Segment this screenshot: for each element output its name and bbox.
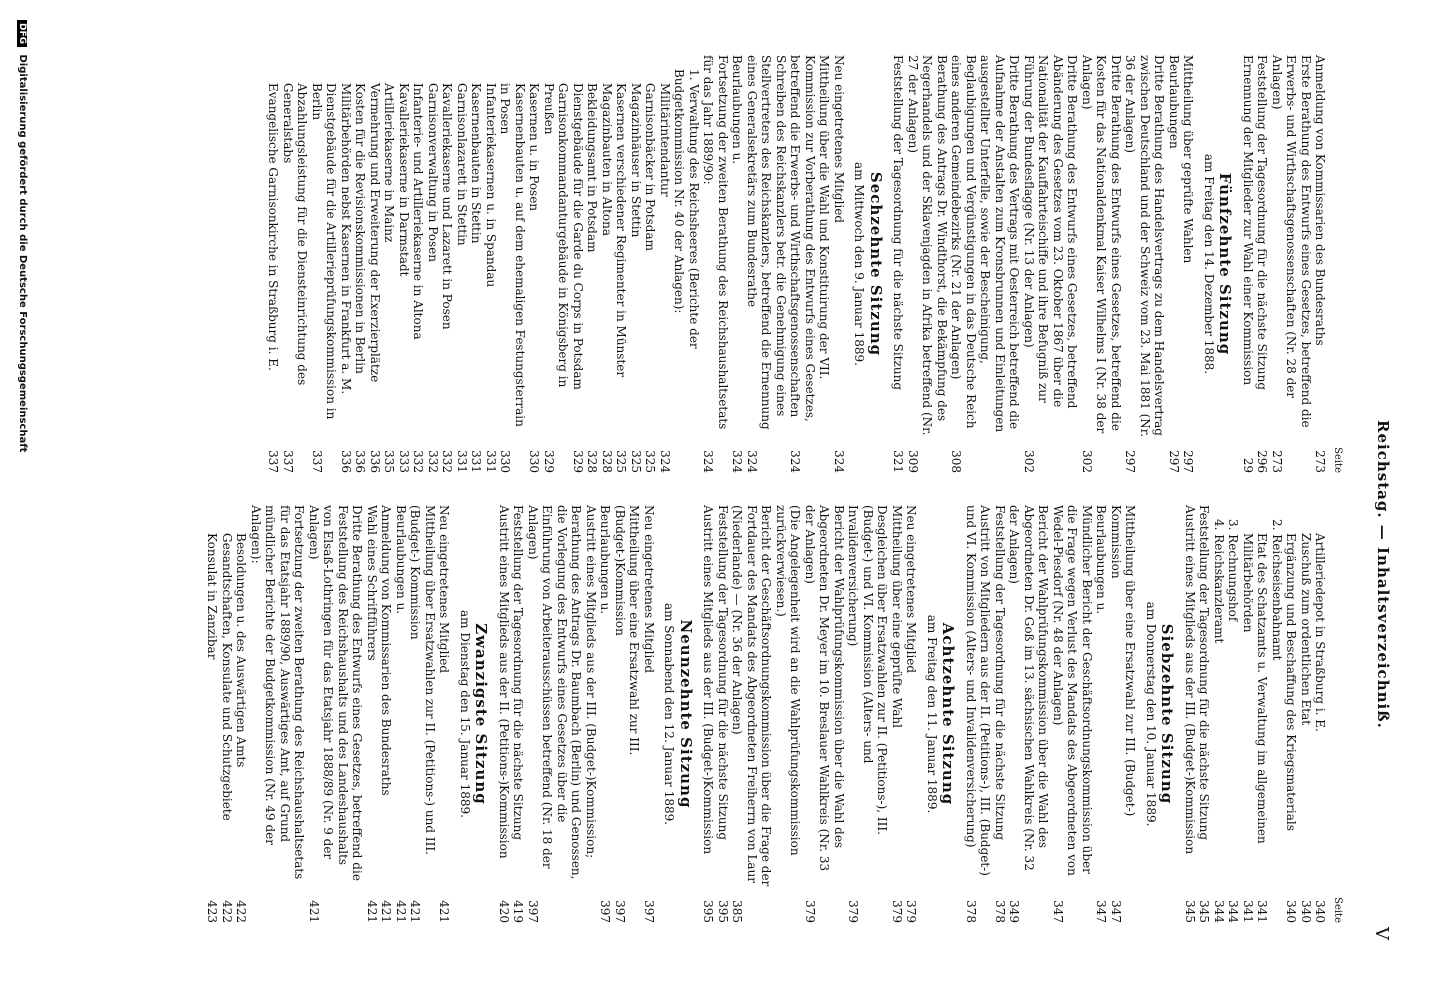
toc-entry [598,505,613,923]
toc-entry-page: 29 [1241,457,1255,473]
toc-entry [511,505,526,923]
toc-entry-page: 302 [1080,450,1094,473]
toc-entry [672,55,701,473]
toc-entry-page: 331 [484,450,498,473]
toc-entry-text: Neu eingetretenes Mitglied [904,505,919,674]
toc-entry [1270,505,1285,923]
toc-entry-page: 397 [526,900,540,923]
toc-entry-page: 340 [1284,900,1299,923]
toc-entry [1123,55,1167,473]
toc-entry-page: 379 [904,900,919,923]
toc-entry [353,55,368,473]
toc-entry-page: 337 [266,450,281,473]
toc-entry-text: Bericht der Wahlprüfungskommission über die Wahl des Abgeordneten Dr. Goß im 13. sächsischen Wahlkreis (Nr. 32 der Anlagen) [1007,505,1051,871]
toc-entry-page: 421 [408,900,423,923]
toc-entry [1299,505,1314,923]
toc-entry-page: 324 [658,450,672,473]
toc-entry-page: 329 [542,450,556,473]
toc-entry-text: Feststellung der Tagesordnung für die nächste Sitzung [716,505,730,841]
toc-entry-page: 344 [1212,900,1226,923]
toc-entry [890,505,905,923]
toc-entry-text: Feststellung der Tagesordnung für die nächste Sitzung [1197,505,1212,841]
toc-entry-page: 421 [437,900,452,923]
toc-entry-page: 273 [1313,450,1328,473]
toc-entry-page: 347 [1109,900,1123,923]
toc-entry [440,55,455,473]
header-title [1374,420,1392,729]
toc-entry [788,55,832,473]
toc-entry-text: Magazinhäuser in Stettin [629,83,643,238]
toc-entry [205,505,220,923]
toc-entry-text: Kavalleriekaserne und Lazarett in Posen [440,83,455,330]
toc-entry-page: 325 [614,450,629,473]
toc-entry-text: Dritte Berathung des Entwurfs eines Gesetzes, betreffend Abänderung des Gesetzes vom 23. Oktober 1867 über die Nationalität der Kauffahrteischiffe und ihre Befugniß zur Führung der Bundesflagge (Nr. 13 der Anlagen) [1022,55,1080,409]
toc-entry-page: 379 [803,900,817,923]
footer [8,20,28,980]
toc-entry-text: Bekleidungsamt in Potsdam [585,83,600,253]
sitzung-date: am Sonnabend den 12. Januar 1889. [662,602,677,826]
toc-entry-page: 309 [906,450,920,473]
toc-entry [614,55,629,473]
toc-entry-text: Austritt von Mitgliedern aus der II. (Petitions-), III. (Budget-) und VI. Kommission (Alters- und Invalidenversicherung) [964,505,993,876]
toc-entry-text: Ergänzung und Beschaffung des Kriegsmaterials [1284,533,1299,831]
toc-entry-page: 421 [394,900,408,923]
toc-entry [469,55,484,473]
toc-entry-text: Evangelische Garnisonkirche in Straßburg i. E. [266,83,281,371]
toc-entry [1109,505,1138,923]
toc-entry-page: 324 [730,450,745,473]
toc-entry-page: 336 [368,450,382,473]
toc-entry-text: Feststellung der Tagesordnung für die nächste Sitzung [1255,55,1270,391]
toc-entry [803,505,847,923]
toc-entry-text: Dritte Berathung des Handelsvertrags zu dem Handelsvertrag zwischen Deutschland und der Schweiz vom 23. Mai 1881 (Nr. 36 der Anlagen) [1123,55,1167,438]
toc-entry-text: Austritt eines Mitglieds aus der III. (Budget-)Kommission [701,505,716,855]
toc-entry-page: 308 [949,450,964,473]
toc-entry-text: Kasernen verschiedener Regimenter in Münster [614,83,629,378]
toc-entry-page: 341 [1241,900,1255,923]
toc-entry-text: 4. Reichskanzleramt [1212,519,1226,644]
toc-entry-page: 324 [745,450,759,473]
toc-entry [526,505,599,923]
toc-entry-text: Beurlaubungen [1167,55,1181,149]
toc-entry [642,505,657,923]
toc-entry-text: Artilleriedepot in Straßburg i. E. [1313,533,1328,732]
toc-entry [249,505,307,923]
toc-entry-page: 421 [379,900,394,923]
toc-entry-page: 395 [701,900,716,923]
toc-entry-page: 378 [964,900,978,923]
toc-entry-text: Erste Berathung des Entwurfs eines Gesetzes, betreffend die Erwerbs- und Wirthschaftsgenossenschaften (Nr. 28 der Anlagen) [1270,55,1313,428]
toc-entry-text: Besoldungen u. des Auswärtigen Amts [234,533,249,768]
toc-entry-text: Mittheilung über eine geprüfte Wahl [890,505,904,728]
toc-entry-page: 347 [1094,900,1109,923]
toc-entry [585,55,600,473]
toc-entry-text: Infanteriekasernen u. in Spandau [484,83,498,288]
toc-entry [1270,55,1314,473]
toc-entry [730,55,745,473]
toc-entry [220,505,235,923]
toc-entry [498,55,527,473]
toc-entry-text: Austritt eines Mitglieds aus der III. (Budget-)Kommission; Berathung des Antrags Dr. Baumbach (Berlin) und Genossen, die Vorlegung des Entwurfs eines Gesetzes über die Einführung von Arbeiterausschüssen betreffend (Nr. 18 der Anlagen) [526,505,598,880]
sitzung-heading: Siebzehnte Sitzung [1158,623,1177,805]
toc-entry-page: 379 [890,900,904,923]
toc-entry-page: 379 [846,900,861,923]
toc-entry [1183,505,1198,923]
toc-entry-text: Neu eingetretenes Mitglied [832,55,846,224]
toc-entry-text: Vermehrung und Erweiterung der Exerzierplätze [368,83,382,383]
toc-entry-text: Garnisonbäcker in Potsdam [643,83,658,252]
toc-entry-page: 324 [788,450,803,473]
toc-entry-page: 296 [1255,450,1270,473]
sitzung-heading: Neunzehnte Sitzung [677,619,695,809]
toc-entry-page: 336 [339,450,353,473]
toc-entry-page: 419 [511,900,526,923]
toc-entry [1241,55,1256,473]
toc-entry-page: 297 [1167,450,1181,473]
toc-entry-text: Bericht der Geschäftsordnungskommission über die Frage der Fortdauer des Mandats des Abgeordneten Freiherrn von Laur (Niederlande) — (Nr. 36 der Anlagen) [730,505,774,887]
toc-entry-text: Kavalleriekaserne in Darmstadt [397,83,411,277]
toc-entry-text: Fortsetzung der zweiten Berathung des Reichshaushaltsetats für das Jahr 1889/90: [701,55,730,430]
toc-entry-page: 297 [1181,450,1196,473]
toc-entry-text: Abzahlungsleistung für die Diensteinrichtung des Generalstabs [281,83,310,386]
toc-entry-text: Infanterie- und Artilleriekaserne in Altona [411,83,426,340]
left-entries [266,55,1328,473]
toc-entry-page: 332 [440,450,455,473]
sitzung-heading: Achtzehnte Sitzung [939,622,958,806]
toc-entry-text: Artilleriekaserne in Mainz [382,83,397,243]
toc-entry-page: 340 [1313,900,1328,923]
toc-entry [1226,505,1241,923]
toc-entry-text: Feststellung der Tagesordnung für die nächste Sitzung [511,505,526,841]
toc-entry [1255,55,1270,473]
toc-entry [1080,55,1124,473]
toc-entry-page: 397 [613,900,627,923]
toc-entry-text: Mittheilung über eine Ersatzwahl zur III. (Budget-)Kommission [613,505,642,756]
toc-entry-text: Beurlaubungen u. [394,505,408,615]
toc-entry-text: Gesandtschaften, Konsulate und Schutzgebiete [220,533,234,821]
toc-entry-page: 273 [1270,450,1284,473]
toc-entry-text: Austritt eines Mitglieds aus der II. (Petitions-)Kommission [497,505,511,859]
toc-entry-text: Mittheilung über eine Ersatzwahl zur III. (Budget-) Kommission [1109,505,1138,817]
toc-entry-page: 330 [498,450,513,473]
toc-entry-text: Magazinbauten in Altona [600,83,614,237]
toc-entry [497,505,512,923]
toc-entry [281,55,310,473]
toc-entry-page: 321 [891,450,906,473]
toc-entry [1167,55,1182,473]
toc-entry-page: 302 [1022,450,1036,473]
toc-entry [1284,505,1299,923]
toc-entry [455,55,470,473]
toc-entry [1181,55,1196,473]
toc-entry-page: 378 [993,900,1007,923]
toc-entry [613,505,642,923]
sitzung-heading: Fünfzehnte Sitzung [1216,172,1235,356]
sitzung-date: am Mittwoch den 9. Januar 1889. [852,162,867,366]
toc-entry [643,55,658,473]
toc-entry [600,55,615,473]
toc-entry-text: Anmeldung von Kommissarien des Bundesraths [379,505,394,796]
toc-entry [964,505,993,923]
toc-entry [1212,505,1227,923]
toc-entry-text: Beurlaubungen u. [598,505,613,615]
toc-entry-text: Militärbehörden nebst Kasernen in Frankfurt a. M. [339,83,353,395]
toc-entry [1022,55,1080,473]
toc-entry-page: 420 [497,900,511,923]
toc-entry-text: Berathung des Antrags Dr. Windthorst, die Bekämpfung des Negerhandels und der Sklavenjagden in Afrika betreffend (Nr. 27 der Anlagen) [906,55,949,436]
toc-entry-page: 349 [1007,900,1022,923]
toc-entry-text: Dritte Berathung des Entwurfs eines Gesetzes, betreffend die Kosten für das Nationaldenkmal Kaiser Wilhelms I (Nr. 38 der Anlagen) [1080,55,1123,434]
toc-entry [368,55,383,473]
toc-entry-text: Kasernenbauten u. auf dem ehemaligen Festungsterrain in Posen [498,83,527,427]
toc-entry-page: 422 [220,900,234,923]
toc-entry-page: 345 [1197,900,1212,923]
toc-entry-page: 421 [365,900,379,923]
toc-entry [1313,55,1328,473]
toc-entry [904,505,919,923]
toc-entry-text: Ernennung der Mitglieder zur Wahl einer Kommission [1241,55,1255,386]
toc-entry [774,505,803,923]
toc-entry [906,55,950,473]
toc-entry-text: Feststellung der Tagesordnung für die nächste Sitzung [993,505,1007,841]
toc-entry-text: Mittheilung über die Wahl und Konstituirung der VII. Kommission zur Vorberathung des Entwurfs eines Gesetzes, betreffend die Erwerbs- und Wirthschaftsgenossenschaften [788,55,832,422]
toc-entry-page: 422 [234,900,249,923]
toc-entry-text: Garnisonkommandanturgebäude in Königsberg in Preußen [542,83,571,388]
toc-entry-text: Neu eingetretenes Mitglied [642,505,656,674]
sitzung-date: am Freitag den 14. Dezember 1888. [1202,153,1216,375]
toc-entry-text: Schreiben des Reichskanzlers betr. die Genehmigung eines Stellvertreters des Reichskanzlers, betreffend die Ernennung eines Generalsekretärs zum Bundesrathe [745,55,788,430]
seite-label: Seite [1332,897,1343,923]
toc-entry [310,55,339,473]
toc-entry-page: 335 [382,450,397,473]
toc-entry-page: 332 [426,450,440,473]
toc-entry [716,505,731,923]
dfg-logo: DFG [17,20,27,47]
toc-entry-page: 325 [629,450,643,473]
right-entries [205,505,1328,923]
toc-entry [745,55,789,473]
toc-entry-page: 336 [353,450,368,473]
toc-entry [701,55,730,473]
sitzung-date: am Freitag den 11. Januar 1889. [925,614,939,814]
toc-entry-page: 332 [411,450,426,473]
toc-entry [1094,505,1109,923]
toc-entry-text: (Die Angelegenheit wird an die Wahlprüfungskommission zurückverwiesen.) [774,505,803,856]
toc-entry-text: Mündlicher Bericht der Geschäftsordnungskommission über die Frage wegen Verlust des Mandats des Abgeordneten von Wedel-Piesdorf (Nr. 48 der Anlagen) [1051,505,1094,876]
toc-entry [629,55,644,473]
toc-entry [411,55,426,473]
toc-entry-page: 395 [716,900,730,923]
toc-entry-text: Dienstgebäude für die Artillerieprüfungskommission in Berlin [310,83,339,420]
toc-entry-page: 345 [1183,900,1197,923]
toc-entry [266,55,281,473]
toc-entry-page: 340 [1299,900,1313,923]
toc-entry [1007,505,1051,923]
toc-entry-text: Kasernenbauten in Stettin [469,83,484,244]
toc-entry-page: 385 [730,900,745,923]
toc-entry [307,505,365,923]
toc-entry [1197,505,1212,923]
toc-entry [382,55,397,473]
toc-entry-text: Fortsetzung der zweiten Berathung des Reichshaushaltsetats für das Etatsjahr 1889/90, Auswärtiges Amt, auf Grund mündlicher Berichte der Budgetkommission (Nr. 49 der Anlagen): [249,505,307,880]
toc-entry [339,55,354,473]
toc-entry [730,505,774,923]
toc-entry-page: 328 [585,450,600,473]
toc-entry [1241,505,1256,923]
toc-entry-page: 344 [1226,900,1241,923]
toc-entry-text: Dritte Berathung des Entwurfs eines Gesetzes, betreffend die Feststellung des Reichshaushalts und des Landeshaushalts von Elsaß-Lothringen für das Etatsjahr 1888/89 (Nr. 9 der Anlagen) [307,505,365,881]
toc-entry-page: 333 [397,450,411,473]
toc-entry-page: 331 [455,450,469,473]
toc-entry [234,505,249,923]
sitzung-heading: Sechzehnte Sitzung [867,171,885,357]
toc-entry [379,505,394,923]
toc-entry-page: 423 [205,900,220,923]
toc-entry [1051,505,1095,923]
toc-entry-text: 3. Rechnungshof [1226,519,1241,622]
toc-entry-text: Feststellung der Tagesordnung für die nächste Sitzung [891,55,906,391]
toc-entry [701,505,716,923]
toc-entry [397,55,412,473]
toc-entry [437,505,452,923]
toc-entry-text: Dritte Berathung des Vertrags mit Oesterreich betreffend die Aufnahme der Anstalten zum Kronsbrunnen und Einleitungen ausgestellter Unterfelle, sowie der Bescheinigung, Beglaubigungen und Vergünstigungen in das Deutsche Reich eines anderen Gemeindebezirks (Nr. 21 der Anlagen) [949,55,1022,433]
header-reichstag: Reichstag. — [1374,420,1392,541]
toc-entry-page: 325 [643,450,658,473]
toc-entry-text: Beurlaubungen u. [730,55,745,165]
toc-entry [846,505,890,923]
toc-entry [365,505,380,923]
toc-entry-text: Austritt eines Mitglieds aus der III. (Budget-)Kommission [1183,505,1197,855]
toc-entry-page: 337 [310,450,324,473]
right-column [205,505,1344,923]
toc-entry [891,55,906,473]
toc-entry-page: 337 [281,450,295,473]
toc-entry [394,505,409,923]
toc-entry [1255,505,1270,923]
page-number: V [1371,927,1392,940]
toc-entry-page: 328 [600,450,614,473]
sitzung-date: am Dienstag den 15. Januar 1889. [458,610,472,818]
toc-entry-text: Kosten für die Revisionskommissionen in Berlin [353,83,368,374]
toc-entry [426,55,441,473]
toc-entry [484,55,499,473]
toc-entry-page: 324 [701,450,716,473]
toc-entry-page: 297 [1123,450,1138,473]
toc-entry [1313,505,1328,923]
toc-entry-page: 324 [832,450,846,473]
toc-entry-text: Zuschuß zum ordentlichen Etat [1299,533,1313,726]
toc-entry-text: Militärintendantur [658,83,672,197]
toc-entry [658,55,673,473]
toc-entry-text: Konsulat in Zanzibar [205,533,220,660]
header-inhaltsverzeichnis: Inhaltsverzeichniß. [1374,547,1392,729]
toc-entry-page: 341 [1255,900,1270,923]
toc-entry-page: 347 [1051,900,1065,923]
toc-entry [949,55,1022,473]
sitzung-date: am Donnerstag den 10. Januar 1889. [1144,601,1158,827]
toc-entry-page: 329 [571,450,585,473]
toc-entry-text: Bericht der Wahlprüfungskommission über die Wahl des Abgeordneten Dr. Meyer im 10. Breslauer Wahlkreis (Nr. 33 der Anlagen) [803,505,846,872]
sitzung-heading: Zwanzigste Sitzung [472,623,491,805]
toc-entry-text: Beurlaubungen u. [1094,505,1109,615]
toc-entry-text: 2. Reichseisenbahnamt [1270,519,1284,661]
toc-entry-text: Neu eingetretenes Mitglied [437,505,452,674]
toc-entry [527,55,542,473]
toc-entry-text: Etat des Schatzamts u. Verwaltung im allgemeinen [1255,533,1270,844]
footer-text: Digitalisierung gefördert durch die Deutsche Forschungsgemeinschaft [17,54,28,453]
toc-entry [542,55,571,473]
toc-entry-text: Mittheilung über geprüfte Wahlen [1181,55,1196,264]
left-column [266,55,1344,473]
toc-entry-page: 330 [527,450,542,473]
page-header [1362,60,1392,940]
seite-label: Seite [1332,447,1343,473]
toc-entry-page: 397 [642,900,656,923]
toc-entry-text: Garnisonlazarett in Stettin [455,83,469,246]
toc-entry-text: 1. Verwaltung des Reichsheeres (Berichte der Budgetkommission Nr. 40 der Anlagen): [672,69,701,349]
toc-entry-text: Militärbehörden [1241,533,1255,633]
toc-entry-text: Wahl eines Schriftführers [365,505,379,661]
toc-entry [571,55,586,473]
toc-entry-page: 397 [598,900,613,923]
toc-entry-text: Desgleichen über Ersatzwahlen zur II. (Petitions-), III. (Budget-) und VI. Kommission (Alters- und Invalidenversicherung) [846,505,890,835]
toc-entry-text: Anmeldung von Kommissarien des Bundesraths [1313,55,1328,346]
toc-entry-text: Garnisonverwaltung in Posen [426,83,440,262]
toc-entry-page: 421 [307,900,321,923]
toc-entry-text: Mittheilung über Ersatzwahlen zur II. (Petitions-) und III. (Budget-) Kommission [408,505,437,855]
toc-entry-page: 331 [469,450,484,473]
toc-entry-text: Kasernen u. in Posen [527,83,542,212]
toc-entry [993,505,1008,923]
toc-entry-text: Dienstgebäude für die Garde du Corps in Potsdam [571,83,585,390]
toc-entry [832,55,847,473]
toc-entry [408,505,437,923]
